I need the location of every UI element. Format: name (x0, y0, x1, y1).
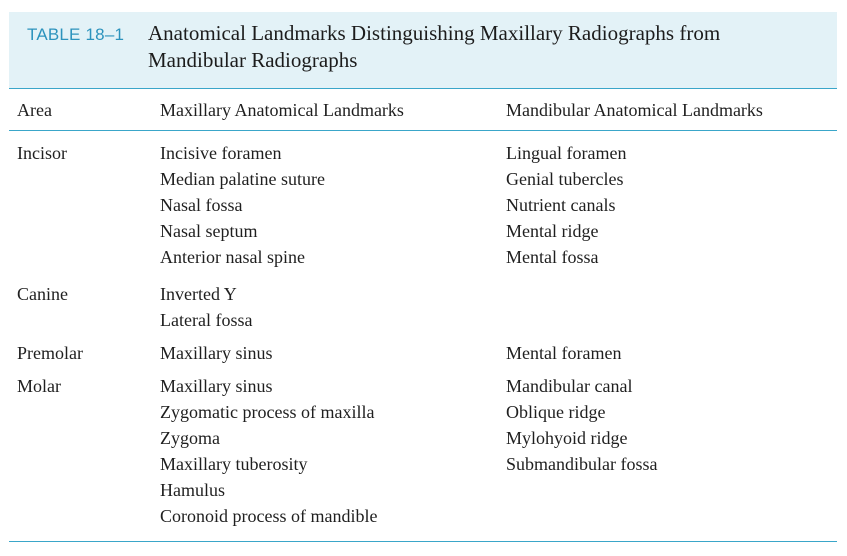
mandibular-entry: Mylohyoid ridge (506, 428, 628, 448)
cell-maxillary (160, 281, 252, 333)
mandibular-entry: Genial tubercles (506, 169, 624, 189)
cell-maxillary (160, 140, 325, 270)
table-title: Anatomical Landmarks Distinguishing Maxillary Radiographs from Mandibular Radiographs (148, 21, 721, 72)
area-entry: Molar (17, 376, 61, 396)
maxillary-entry: Maxillary sinus (160, 376, 273, 396)
maxillary-entry: Nasal fossa (160, 195, 243, 215)
maxillary-entry: Coronoid process of mandible (160, 506, 378, 526)
bottom-rule (9, 541, 837, 542)
area-entry: Canine (17, 284, 68, 304)
mandibular-entry: Mental foramen (506, 343, 622, 363)
cell-maxillary (160, 373, 377, 529)
cell-area (17, 140, 67, 166)
maxillary-entry: Lateral fossa (160, 310, 253, 330)
maxillary-entry: Nasal septum (160, 221, 258, 241)
mandibular-entry: Mental ridge (506, 221, 599, 241)
maxillary-entry: Anterior nasal spine (160, 247, 305, 267)
cell-mandibular (506, 340, 621, 366)
mandibular-entry: Mental fossa (506, 247, 599, 267)
table-container (9, 0, 837, 556)
cell-maxillary (160, 340, 273, 366)
maxillary-entry: Zygoma (160, 428, 220, 448)
mandibular-entry: Nutrient canals (506, 195, 616, 215)
header-mandibular: Mandibular Anatomical Landmarks (506, 100, 763, 120)
mandibular-entry: Lingual foramen (506, 143, 627, 163)
area-entry: Premolar (17, 343, 83, 363)
table-label: TABLE 18–1 (27, 25, 125, 44)
area-entry: Incisor (17, 143, 67, 163)
cell-mandibular (506, 140, 626, 270)
cell-area (17, 281, 68, 307)
maxillary-entry: Maxillary sinus (160, 343, 273, 363)
maxillary-entry: Median palatine suture (160, 169, 325, 189)
top-rule (9, 88, 837, 89)
maxillary-entry: Maxillary tuberosity (160, 454, 308, 474)
header-rule (9, 130, 837, 131)
maxillary-entry: Hamulus (160, 480, 225, 500)
mandibular-entry: Mandibular canal (506, 376, 633, 396)
cell-mandibular (506, 373, 657, 477)
header-area: Area (17, 100, 52, 120)
maxillary-entry: Incisive foramen (160, 143, 282, 163)
cell-area (17, 373, 61, 399)
maxillary-entry: Zygomatic process of maxilla (160, 402, 375, 422)
cell-area (17, 340, 83, 366)
mandibular-entry: Oblique ridge (506, 402, 606, 422)
maxillary-entry: Inverted Y (160, 284, 237, 304)
mandibular-entry: Submandibular fossa (506, 454, 658, 474)
header-maxillary: Maxillary Anatomical Landmarks (160, 100, 404, 120)
